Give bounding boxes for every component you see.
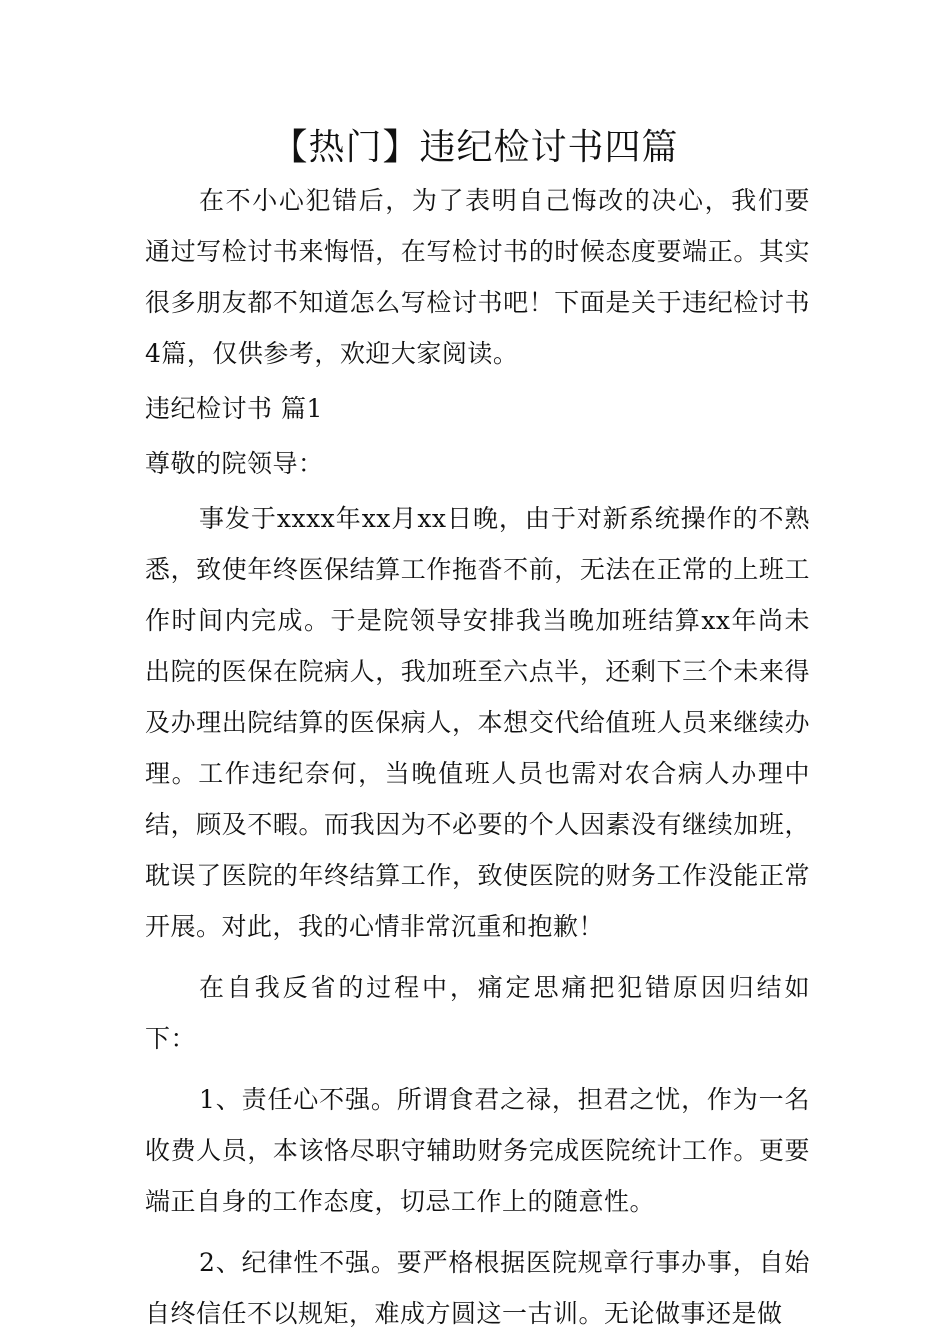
salutation: 尊敬的院领导： bbox=[145, 449, 324, 478]
body-paragraph: 事发于xxxx年xx月xx日晚，由于对新系统操作的不熟悉，致使年终医保结算工作拖沓不前，无法在正常的上班工作时间内完成。于是院领导安排我当晚加班结算xx年尚未出院的医保在院病人，我加班至六点半，还剩下三个未来得及办理出院结算的医保病人，本想交代给值班人员来继续办理。工作违纪奈何，当晚值班人员也需对农合病人办理中结，顾及不暇。而我因为不必要的个人因素没有继续加班，耽误了医院的年终结算工作，致使医院的财务工作没能正常开展。对此，我的心情非常沉重和抱歉！ bbox=[145, 504, 810, 941]
body-paragraph: 1、责任心不强。所谓食君之禄，担君之忧，作为一名收费人员，本该恪尽职守辅助财务完成医院统计工作。更要端正自身的工作态度，切忌工作上的随意性。 bbox=[145, 1085, 810, 1216]
body-paragraph: 在自我反省的过程中，痛定思痛把犯错原因归结如下： bbox=[145, 973, 810, 1053]
body-paragraph: 2、纪律性不强。要严格根据医院规章行事办事，自始自终信任不以规矩，难成方圆这一古训。无论做事还是做 bbox=[145, 1248, 810, 1328]
document-body bbox=[145, 175, 810, 1339]
document-title: 【热门】违纪检讨书四篇 bbox=[271, 127, 679, 168]
section-heading: 违纪检讨书 篇1 bbox=[145, 394, 323, 423]
intro-paragraph: 在不小心犯错后，为了表明自己悔改的决心，我们要通过写检讨书来悔悟，在写检讨书的时候态度要端正。其实很多朋友都不知道怎么写检讨书吧！下面是关于违纪检讨书4篇，仅供参考，欢迎大家阅读。 bbox=[145, 186, 810, 368]
